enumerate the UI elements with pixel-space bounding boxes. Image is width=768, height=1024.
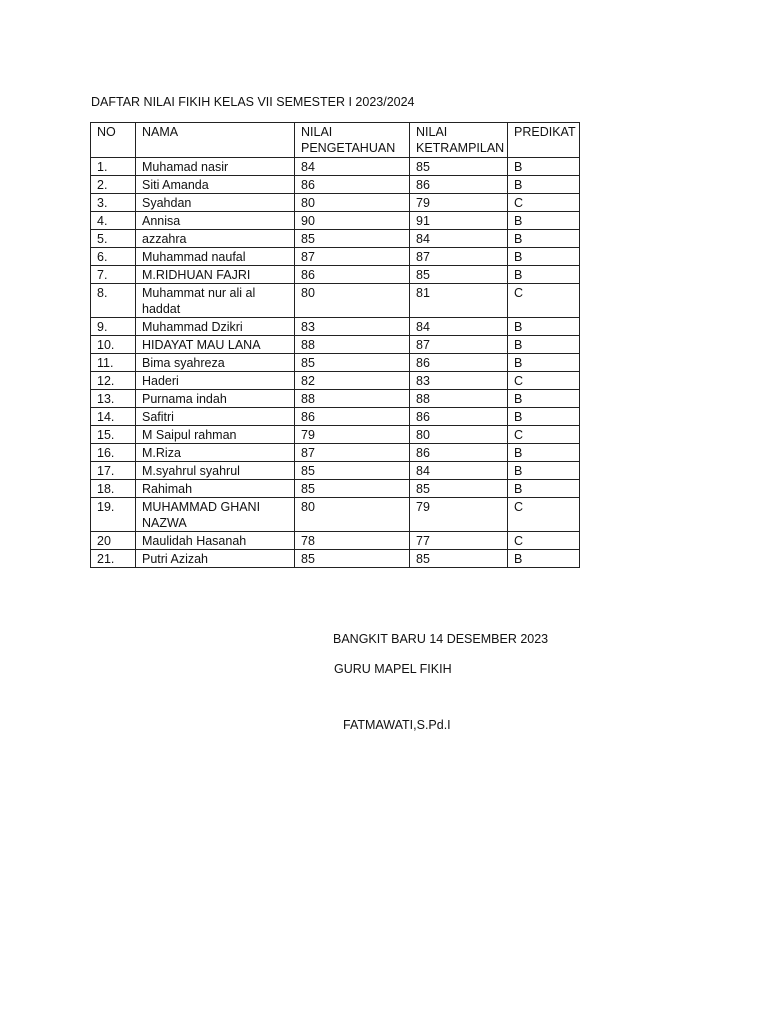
- cell-nama: Muhammad naufal: [136, 248, 295, 266]
- cell-nilai-pengetahuan: 90: [295, 212, 410, 230]
- cell-nilai-ketrampilan: 86: [410, 444, 508, 462]
- cell-nama: Haderi: [136, 372, 295, 390]
- cell-nama: Muhammat nur ali al haddat: [136, 284, 295, 318]
- cell-predikat: C: [508, 372, 580, 390]
- cell-predikat: B: [508, 176, 580, 194]
- cell-nama: HIDAYAT MAU LANA: [136, 336, 295, 354]
- cell-nilai-ketrampilan: 80: [410, 426, 508, 444]
- cell-predikat: B: [508, 480, 580, 498]
- cell-nilai-pengetahuan: 88: [295, 336, 410, 354]
- cell-no: 13.: [91, 390, 136, 408]
- cell-nilai-ketrampilan: 87: [410, 248, 508, 266]
- cell-nama: Annisa: [136, 212, 295, 230]
- cell-predikat: B: [508, 354, 580, 372]
- cell-nilai-pengetahuan: 80: [295, 194, 410, 212]
- cell-no: 2.: [91, 176, 136, 194]
- cell-nilai-pengetahuan: 85: [295, 550, 410, 568]
- cell-no: 18.: [91, 480, 136, 498]
- teacher-name: FATMAWATI,S.Pd.I: [343, 718, 451, 732]
- table-row: [91, 462, 580, 480]
- cell-nama: MUHAMMAD GHANI NAZWA: [136, 498, 295, 532]
- cell-no: 20: [91, 532, 136, 550]
- cell-nama: M.RIDHUAN FAJRI: [136, 266, 295, 284]
- cell-no: 8.: [91, 284, 136, 318]
- cell-predikat: B: [508, 462, 580, 480]
- cell-nilai-ketrampilan: 85: [410, 550, 508, 568]
- table-row: [91, 284, 580, 318]
- cell-nama: Syahdan: [136, 194, 295, 212]
- cell-nilai-ketrampilan: 85: [410, 480, 508, 498]
- cell-predikat: B: [508, 390, 580, 408]
- cell-nilai-pengetahuan: 79: [295, 426, 410, 444]
- cell-nama: Bima syahreza: [136, 354, 295, 372]
- table-row: [91, 532, 580, 550]
- cell-nama: Muhammad Dzikri: [136, 318, 295, 336]
- table-row: [91, 426, 580, 444]
- cell-nilai-pengetahuan: 85: [295, 462, 410, 480]
- cell-nilai-pengetahuan: 84: [295, 158, 410, 176]
- cell-predikat: B: [508, 248, 580, 266]
- cell-nama: M Saipul rahman: [136, 426, 295, 444]
- table-header-row: [91, 123, 580, 158]
- cell-nilai-pengetahuan: 78: [295, 532, 410, 550]
- document-title: DAFTAR NILAI FIKIH KELAS VII SEMESTER I 2023/2024: [91, 95, 415, 109]
- cell-no: 21.: [91, 550, 136, 568]
- table-row: [91, 354, 580, 372]
- table-row: [91, 212, 580, 230]
- cell-predikat: B: [508, 158, 580, 176]
- cell-nama: Safitri: [136, 408, 295, 426]
- cell-nilai-ketrampilan: 79: [410, 194, 508, 212]
- cell-nama: azzahra: [136, 230, 295, 248]
- cell-no: 6.: [91, 248, 136, 266]
- cell-no: 3.: [91, 194, 136, 212]
- cell-nilai-pengetahuan: 82: [295, 372, 410, 390]
- cell-nama: M.Riza: [136, 444, 295, 462]
- cell-nilai-ketrampilan: 91: [410, 212, 508, 230]
- table-row: [91, 230, 580, 248]
- cell-nilai-pengetahuan: 80: [295, 284, 410, 318]
- cell-nilai-ketrampilan: 86: [410, 354, 508, 372]
- cell-nama: Siti Amanda: [136, 176, 295, 194]
- table-row: [91, 266, 580, 284]
- cell-predikat: B: [508, 550, 580, 568]
- cell-no: 10.: [91, 336, 136, 354]
- header-nama: NAMA: [136, 123, 295, 158]
- cell-predikat: C: [508, 284, 580, 318]
- cell-nilai-ketrampilan: 84: [410, 230, 508, 248]
- cell-predikat: B: [508, 212, 580, 230]
- cell-nilai-pengetahuan: 87: [295, 248, 410, 266]
- cell-no: 11.: [91, 354, 136, 372]
- cell-nama: Rahimah: [136, 480, 295, 498]
- header-no: NO: [91, 123, 136, 158]
- cell-nilai-ketrampilan: 81: [410, 284, 508, 318]
- cell-nilai-ketrampilan: 84: [410, 318, 508, 336]
- cell-predikat: B: [508, 444, 580, 462]
- cell-no: 17.: [91, 462, 136, 480]
- table-row: [91, 444, 580, 462]
- cell-no: 14.: [91, 408, 136, 426]
- cell-nilai-ketrampilan: 86: [410, 408, 508, 426]
- table-row: [91, 498, 580, 532]
- table-body: [91, 158, 580, 568]
- cell-no: 7.: [91, 266, 136, 284]
- cell-nilai-ketrampilan: 88: [410, 390, 508, 408]
- cell-nilai-ketrampilan: 86: [410, 176, 508, 194]
- header-nilai-ketrampilan: NILAI KETRAMPILAN: [410, 123, 508, 158]
- cell-nilai-pengetahuan: 80: [295, 498, 410, 532]
- cell-nilai-pengetahuan: 88: [295, 390, 410, 408]
- cell-nilai-ketrampilan: 84: [410, 462, 508, 480]
- table-row: [91, 176, 580, 194]
- cell-predikat: B: [508, 336, 580, 354]
- cell-predikat: C: [508, 426, 580, 444]
- teacher-role: GURU MAPEL FIKIH: [334, 662, 452, 676]
- cell-predikat: B: [508, 318, 580, 336]
- cell-nilai-ketrampilan: 85: [410, 158, 508, 176]
- cell-nama: Purnama indah: [136, 390, 295, 408]
- cell-no: 1.: [91, 158, 136, 176]
- table-row: [91, 336, 580, 354]
- cell-nilai-ketrampilan: 87: [410, 336, 508, 354]
- table-row: [91, 550, 580, 568]
- place-date: BANGKIT BARU 14 DESEMBER 2023: [333, 632, 549, 646]
- table-row: [91, 408, 580, 426]
- cell-nilai-ketrampilan: 77: [410, 532, 508, 550]
- cell-nilai-pengetahuan: 86: [295, 408, 410, 426]
- cell-no: 12.: [91, 372, 136, 390]
- cell-no: 5.: [91, 230, 136, 248]
- cell-nilai-ketrampilan: 83: [410, 372, 508, 390]
- cell-nilai-ketrampilan: 85: [410, 266, 508, 284]
- cell-nilai-pengetahuan: 87: [295, 444, 410, 462]
- cell-no: 16.: [91, 444, 136, 462]
- cell-no: 9.: [91, 318, 136, 336]
- cell-nilai-pengetahuan: 85: [295, 230, 410, 248]
- table-row: [91, 390, 580, 408]
- header-predikat: PREDIKAT: [508, 123, 580, 158]
- table-row: [91, 318, 580, 336]
- cell-nilai-pengetahuan: 85: [295, 480, 410, 498]
- table-row: [91, 158, 580, 176]
- cell-nama: M.syahrul syahrul: [136, 462, 295, 480]
- cell-nilai-pengetahuan: 83: [295, 318, 410, 336]
- cell-nilai-pengetahuan: 85: [295, 354, 410, 372]
- cell-nama: Putri Azizah: [136, 550, 295, 568]
- table-row: [91, 372, 580, 390]
- cell-nilai-pengetahuan: 86: [295, 266, 410, 284]
- cell-nama: Muhamad nasir: [136, 158, 295, 176]
- cell-predikat: C: [508, 194, 580, 212]
- cell-predikat: B: [508, 408, 580, 426]
- cell-predikat: C: [508, 498, 580, 532]
- cell-no: 4.: [91, 212, 136, 230]
- table-row: [91, 194, 580, 212]
- cell-predikat: B: [508, 230, 580, 248]
- cell-no: 19.: [91, 498, 136, 532]
- table-row: [91, 248, 580, 266]
- cell-predikat: B: [508, 266, 580, 284]
- cell-no: 15.: [91, 426, 136, 444]
- cell-nilai-pengetahuan: 86: [295, 176, 410, 194]
- cell-predikat: C: [508, 532, 580, 550]
- cell-nama: Maulidah Hasanah: [136, 532, 295, 550]
- table-row: [91, 480, 580, 498]
- header-nilai-pengetahuan: NILAI PENGETAHUAN: [295, 123, 410, 158]
- cell-nilai-ketrampilan: 79: [410, 498, 508, 532]
- grades-table: [90, 122, 580, 568]
